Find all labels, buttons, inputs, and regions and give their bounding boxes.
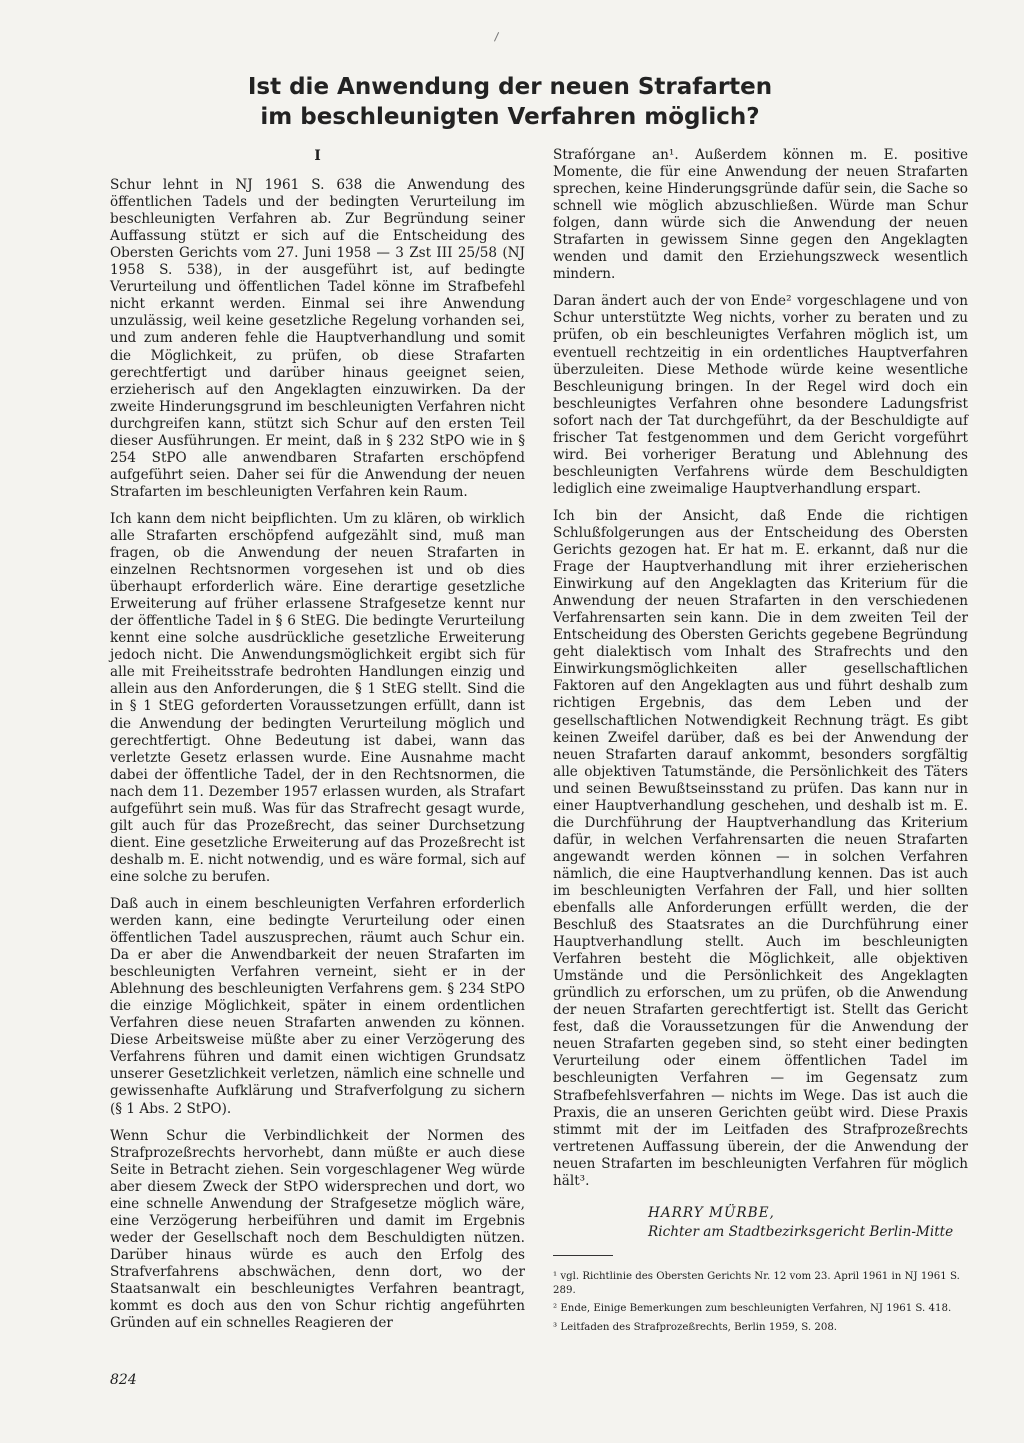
author-name: HARRY MÜRBE, <box>648 1204 775 1221</box>
footnote-1: ¹ vgl. Richtlinie des Obersten Gerichts Nr. 12 vom 23. April 1961 in NJ 1961 S. 289. <box>553 1271 960 1296</box>
paragraph-left-4: Wenn Schur die Verbindlichkeit der Normen des Strafprozeßrechts hervorhebt, dann müßte er auch diese Seite in Betracht ziehen. Sein vorgeschlagener Weg würde aber diesem Zweck der StPO widersprechen und dort, wo eine schnelle Anwendung der Strafgesetze möglich wäre, eine Verzögerung herbeiführen und damit im Ergebnis weder der Gesellschaft noch dem Beschuldigten nützen. Darüber hinaus würde es auch den Erfolg des Strafverfahrens abschwächen, denn dort, wo der Staatsanwalt ein beschleunigtes Verfahren beantragt, kommt es doch aus den von Schur richtig angeführten Gründen auf ein schnelles Reagieren der <box>110 1127 525 1332</box>
footnote-3: ³ Leitfaden des Strafprozeßrechts, Berlin 1959, S. 208. <box>553 1321 838 1333</box>
footnote-2: ² Ende, Einige Bemerkungen zum beschleunigten Verfahren, NJ 1961 S. 418. <box>553 1303 952 1315</box>
page-number: 824 <box>110 1372 137 1388</box>
article-title <box>160 72 860 132</box>
paragraph-right-2: Daran ändert auch der von Ende² vorgeschlagene und von Schur unterstützte Weg nichts, vorher zu beraten und zu prüfen, ob ein beschleunigtes Verfahren möglich ist, um eventuell rechtzeitig in ein ordentliches Hauptverfahren überzuleiten. Diese Methode würde keine wesentliche Beschleunigung bringen. In der Regel wird doch ein beschleunigtes Verfahren ohne besondere Ladungsfrist sofort nach der Tat durchgeführt, da der Beschuldigte auf frischer Tat festgenommen und dem Gericht vorgeführt wird. Bei vorheriger Beratung und Ablehnung des beschleunigten Verfahrens würde dem Beschuldigten lediglich eine zweimalige Hauptverhandlung erspart. <box>553 293 968 497</box>
author-signature <box>648 1204 968 1242</box>
paragraph-left-2: Ich kann dem nicht beipflichten. Um zu klären, ob wirklich alle Strafarten erschöpfend aufgezählt sind, muß man fragen, ob die Anwendung der neuen Strafarten in einzelnen Rechtsnormen vorgesehen ist und ob dies überhaupt erforderlich wäre. Eine derartige gesetzliche Erweiterung auf früher erlassene Strafgesetze kennt nur der öffentliche Tadel in § 6 StEG. Die bedingte Verurteilung kennt eine solche ausdrückliche gesetzliche Erweiterung jedoch nicht. Die Anwendungsmöglichkeit ergibt sich für alle mit Freiheitsstrafe bedrohten Handlungen einzig und allein aus den Anforderungen, die § 1 StEG stellt. Sind die in § 1 StEG geforderten Voraussetzungen erfüllt, dann ist die Anwendung der bedingten Verurteilung möglich und gerechtfertigt. Ohne Bedeutung ist dabei, wann das verletzte Gesetz erlassen wurde. Eine Ausnahme macht dabei der öffentliche Tadel, der in den Rechtsnormen, die nach dem 11. Dezember 1957 erlassen wurden, als Strafart aufgeführt sein muß. Was für das Strafrecht gesagt wurde, gilt auch für das Prozeßrecht, das seiner Durchsetzung dient. Eine gesetzliche Erweiterung auf das Prozeßrecht ist deshalb m. E. nicht notwendig, und es wäre formal, sich auf eine solche zu berufen. <box>110 510 525 885</box>
footnote-divider <box>553 1255 613 1256</box>
pen-mark <box>494 32 500 42</box>
title-line-2: im beschleunigten Verfahren möglich? <box>260 104 760 130</box>
paragraph-right-3: Ich bin der Ansicht, daß Ende die richtigen Schlußfolgerungen aus der Entscheidung des Obersten Gerichts gezogen hat. Er hat m. E. erkannt, daß nur die Frage der Hauptverhandlung mit ihrer erzieherischen Einwirkung auf den Angeklagten das Kriterium für die Anwendung der neuen Strafarten in den verschiedenen Verfahrensarten sein kann. Die in dem zweiten Teil der Entscheidung des Obersten Gerichts gegebene Begründung geht dialektisch vom Inhalt des Strafrechts und den Einwirkungsmöglichkeiten aller gesellschaftlichen Faktoren auf den Angeklagten aus und führt deshalb zum richtigen Ergebnis, das dem Leben und der gesellschaftlichen Notwendigkeit Rechnung trägt. Es gibt keinen Zweifel darüber, daß es bei der Anwendung der neuen Strafarten darauf ankommt, besonders sorgfältig alle objektiven Tatumstände, die Persönlichkeit des Täters und seinen Bewußtseinsstand zu prüfen. Das kann nur in einer Hauptverhandlung geschehen, und deshalb ist m. E. die Durchführung der Hauptverhandlung das Kriterium dafür, in welchen Verfahrensarten die neuen Strafarten angewandt werden können — in solchen Verfahren nämlich, die eine Hauptverhandlung kennen. Das ist auch im beschleunigten Verfahren der Fall, und hier sollten ebenfalls alle Anforderungen erfüllt werden, die der Beschluß des Staatsrates an die Durchführung einer Hauptverhandlung stellt. Auch im beschleunigten Verfahren besteht die Möglichkeit, alle objektiven Umstände und die Persönlichkeit des Angeklagten gründlich zu erforschen, um zu prüfen, ob die Anwendung der neuen Strafarten gerechtfertigt ist. Stellt das Gericht fest, daß die Voraussetzungen für die Anwendung der neuen Strafarten gegeben sind, so steht einer bedingten Verurteilung oder einem öffentlichen Tadel im beschleunigten Verfahren — im Gegensatz zum Strafbefehlsverfahren — nichts im Wege. Das ist auch die Praxis, die an unseren Gerichten geübt wird. Diese Praxis stimmt mit der im Leitfaden des Strafprozeßrechts vertretenen Auffassung überein, der die Anwendung der neuen Strafarten im beschleunigten Verfahren für möglich hält³. <box>553 507 969 1189</box>
title-line-1: Ist die Anwendung der neuen Strafarten <box>247 74 773 100</box>
paragraph-right-1: Strafórgane an¹. Außerdem können m. E. positive Momente, die für eine Anwendung der neuen Strafarten sprechen, keine Hinderungsgründe dafür sein, die Sache so schnell wie möglich abzuschließen. Würde man Schur folgen, dann würde sich die Anwendung der neuen Strafarten in gewissem Sinne gegen den Angeklagten wenden und damit den Erziehungszweck wesentlich mindern. <box>553 147 968 283</box>
paragraph-left-3: Daß auch in einem beschleunigten Verfahren erforderlich werden kann, eine bedingte Verurteilung oder einen öffentlichen Tadel auszusprechen, räumt auch Schur ein. Da er aber die Anwendbarkeit der neuen Strafarten im beschleunigten Verfahren verneint, sieht er in der Ablehnung des beschleunigten Verfahrens gem. § 234 StPO die einzige Möglichkeit, später in einem ordentlichen Verfahren diese neuen Strafarten anwenden zu können. Diese Arbeitsweise müßte aber zu einer Verzögerung des Verfahrens führen und damit einen wichtigen Grundsatz unserer Gesetzlichkeit verletzen, nämlich eine schnelle und gewissenhafte Aufklärung und Strafverfolgung zu sichern (§ 1 Abs. 2 StPO). <box>110 895 525 1117</box>
left-column <box>110 148 525 1342</box>
author-role: Richter am Stadtbezirksgericht Berlin-Mitte <box>648 1223 954 1240</box>
footnotes <box>553 1270 973 1339</box>
section-number: I <box>314 148 321 164</box>
right-column <box>553 147 968 1242</box>
paragraph-left-1: Schur lehnt in NJ 1961 S. 638 die Anwendung des öffentlichen Tadels und der bedingten Verurteilung im beschleunigten Verfahren ab. Zur Begründung seiner Auffassung stützt er sich auf die Entscheidung des Obersten Gerichts vom 27. Juni 1958 — 3 Zst III 25/58 (NJ 1958 S. 538), in der ausgeführt ist, auf bedingte Verurteilung und öffentlichen Tadel könne im Strafbefehl nicht erkannt werden. Einmal sei ihre Anwendung unzulässig, weil keine gesetzliche Regelung vorhanden sei, und zum anderen fehle die Hauptverhandlung und somit die Möglichkeit, zu prüfen, ob diese Strafarten gerechtfertigt und darüber hinaus geeignet seien, erzieherisch auf den Angeklagten einzuwirken. Da der zweite Hinderungsgrund im beschleunigten Verfahren nicht durchgreifen kann, stützt sich Schur auf den ersten Teil dieser Ausführungen. Er meint, daß in § 232 StPO wie in § 254 StPO alle anwendbaren Strafarten erschöpfend aufgeführt seien. Daher sei für die Anwendung der neuen Strafarten im beschleunigten Verfahren kein Raum. <box>110 177 525 500</box>
